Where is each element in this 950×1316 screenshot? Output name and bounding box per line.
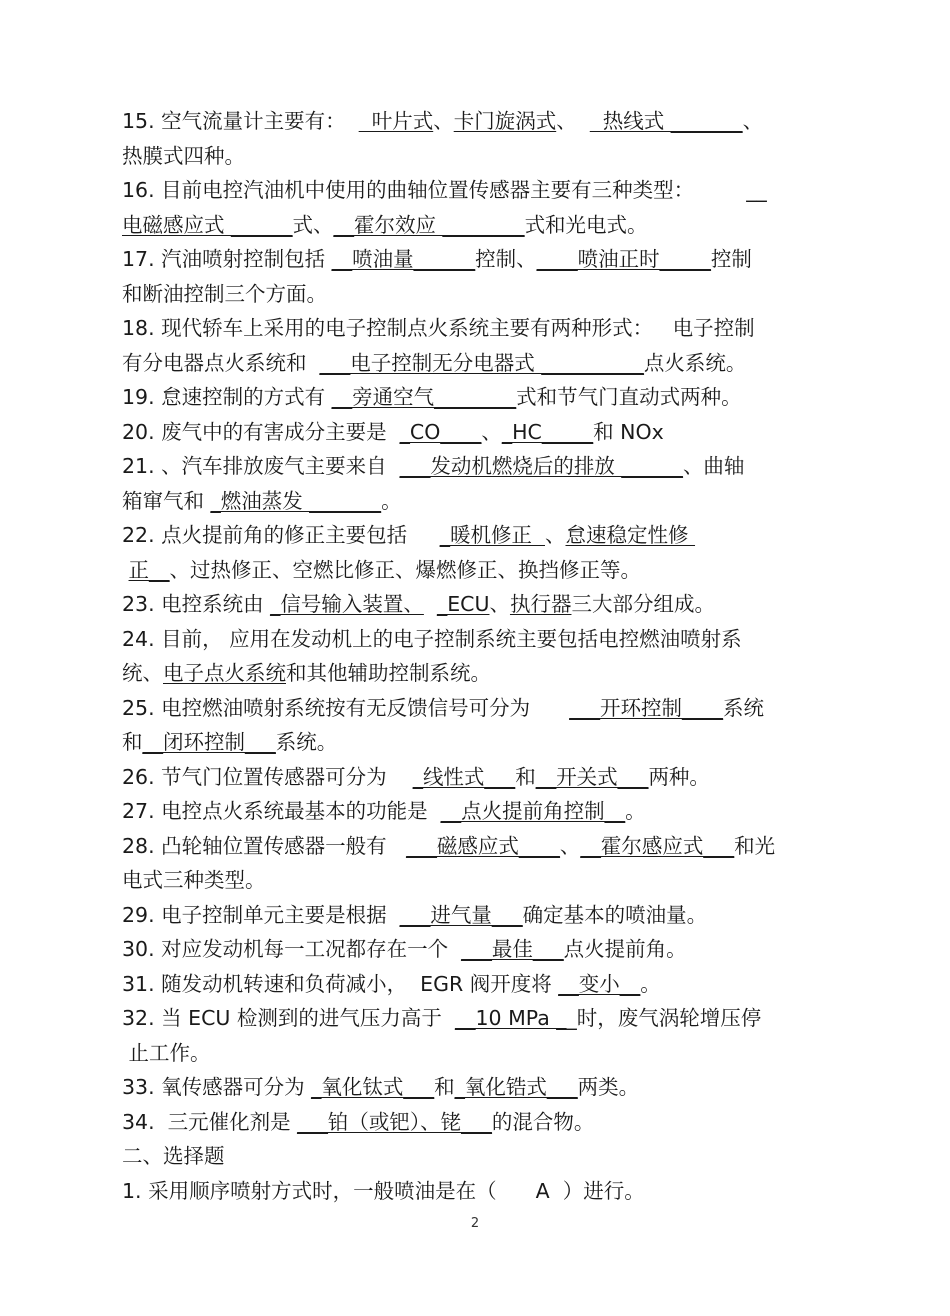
question-q16 <box>122 173 828 242</box>
question-text: 、 <box>559 833 581 858</box>
text-line <box>122 518 828 553</box>
question-text: 33. 氧传感器可分为 <box>122 1075 312 1099</box>
question-text: 15. 空气流量计主要有： <box>122 109 359 133</box>
text-line <box>122 622 828 657</box>
answer-blank: _燃油蒸发 _______ <box>210 488 382 513</box>
question-text: 、 <box>489 592 510 616</box>
question-q32 <box>122 1001 828 1070</box>
question-text: 二、选择题 <box>122 1144 225 1168</box>
answer-blank: ___发动机燃烧后的排放 ______ <box>399 454 683 478</box>
question-text: 24. 目前， 应用在发动机上的电子控制系统主要包括电控燃油喷射系 <box>122 626 742 651</box>
question-text: 。 <box>640 971 661 996</box>
answer-blank: 怠速稳定性修 <box>565 523 696 547</box>
answer-blank: ___开环控制____ <box>569 695 723 720</box>
text-line <box>122 1105 828 1140</box>
answer-blank: 电磁感应式 ______ <box>122 212 293 237</box>
page-number: 2 <box>470 1216 480 1231</box>
text-line <box>122 242 828 277</box>
question-text: 和断油控制三个方面。 <box>122 281 327 306</box>
text-line <box>122 587 828 622</box>
question-text: 控制 <box>710 247 752 271</box>
question-q27 <box>122 794 828 829</box>
question-text: 和 <box>122 730 143 754</box>
question-text: 、过热修正、空燃比修正、爆燃修正、换挡修正等。 <box>169 557 642 582</box>
question-text: 19. 怠速控制的方式有 <box>122 385 332 409</box>
question-text: 31. 随发动机转速和负荷减小， EGR 阀开度将 <box>122 971 559 996</box>
question-text: 21. 、汽车排放废气主要来自 <box>122 454 400 478</box>
question-text: 27. 电控点火系统最基本的功能是 <box>122 799 441 823</box>
question-text: 28. 凸轮轴位置传感器一般有 <box>122 833 407 858</box>
question-text: 两类。 <box>577 1075 640 1099</box>
question-q33 <box>122 1070 828 1105</box>
text-line <box>122 691 828 726</box>
question-text: 式和光电式。 <box>524 212 648 237</box>
text-line <box>122 415 828 450</box>
answer-blank: _线性式___ <box>412 764 516 789</box>
question-text: 和 <box>515 764 536 789</box>
question-sec2 <box>122 1139 828 1174</box>
question-q17 <box>122 242 828 311</box>
question-text: 系统。 <box>275 730 338 754</box>
text-line <box>122 1070 828 1105</box>
answer-blank: ___铂（或钯）、铑___ <box>297 1109 492 1134</box>
text-line <box>122 104 828 139</box>
answer-blank: __开关式___ <box>535 764 649 789</box>
text-line <box>122 1139 828 1174</box>
question-q21 <box>122 449 828 518</box>
answer-blank: ___最佳___ <box>461 937 564 961</box>
question-text: 统、 <box>122 661 163 685</box>
question-q23 <box>122 587 828 622</box>
question-text: 式、 <box>292 212 334 237</box>
text-line <box>122 1036 828 1071</box>
answer-blank: __喷油量______ <box>331 247 476 271</box>
answer-blank: 热线式 _______ <box>589 109 743 133</box>
question-q20 <box>122 415 828 450</box>
text-line <box>122 863 828 898</box>
question-text: 电式三种类型。 <box>122 868 266 892</box>
answer-blank: 执行器 <box>509 592 572 616</box>
answer-blank: ___磁感应式____ <box>406 833 560 858</box>
question-text: 18. 现代轿车上采用的电子控制点火系统主要有两种形式： 电子控制 <box>122 316 755 340</box>
text-line <box>122 277 828 312</box>
question-text: 、 <box>742 109 764 133</box>
question-text: 34. 三元催化剂是 <box>122 1109 298 1134</box>
question-list <box>122 104 828 1208</box>
answer-blank: __旁通空气________ <box>331 385 517 409</box>
answer-blank: 卡门旋涡式 <box>453 109 557 133</box>
question-text: 20. 废气中的有害成分主要是 <box>122 419 400 444</box>
question-text: 、 <box>433 109 454 133</box>
answer-blank: _ECU <box>436 592 490 616</box>
question-q30 <box>122 932 828 967</box>
question-text: 、曲轴 <box>682 454 745 478</box>
text-line <box>122 173 828 208</box>
question-text: 25. 电控燃油喷射系统按有无反馈信号可分为 <box>122 695 570 720</box>
text-line <box>122 1174 828 1209</box>
question-q24 <box>122 622 828 691</box>
question-text: 和 <box>434 1075 455 1099</box>
answer-blank: _氧化钛式___ <box>311 1075 435 1099</box>
question-text: 和 NOx <box>593 419 664 444</box>
question-q26 <box>122 760 828 795</box>
question-text: 和光 <box>734 833 776 858</box>
question-text: 17. 汽油喷射控制包括 <box>122 247 332 271</box>
question-text: 系统 <box>722 695 764 720</box>
question-text: 32. 当 ECU 检测到的进气压力高于 <box>122 1006 455 1030</box>
text-line <box>122 967 828 1002</box>
answer-blank: ___电子控制无分电器式 __________ <box>319 350 644 375</box>
text-line <box>122 725 828 760</box>
question-text: 。 <box>381 488 402 513</box>
question-text: 两种。 <box>648 764 710 789</box>
text-line <box>122 760 828 795</box>
question-text: 、 <box>545 523 566 547</box>
question-text: 点火系统。 <box>643 350 747 375</box>
answer-blank: _暖机修正 <box>439 523 545 547</box>
question-text: 止工作。 <box>122 1040 211 1065</box>
text-line <box>122 829 828 864</box>
text-line <box>122 553 828 588</box>
question-q34 <box>122 1105 828 1140</box>
question-q31 <box>122 967 828 1002</box>
answer-blank: _信号输入装置、 <box>270 592 424 616</box>
text-line <box>122 311 828 346</box>
question-text: 26. 节气门位置传感器可分为 <box>122 764 413 789</box>
answer-blank: _氧化锆式___ <box>454 1075 578 1099</box>
question-text: 三大部分组成。 <box>571 592 715 616</box>
text-line <box>122 139 828 174</box>
question-text: 箱窜气和 <box>122 488 211 513</box>
answer-blank: __变小__ <box>558 971 641 996</box>
text-line <box>122 1001 828 1036</box>
answer-blank: 电子点火系统 <box>163 661 286 685</box>
text-line <box>122 208 828 243</box>
question-q18 <box>122 311 828 380</box>
answer-blank: ___进气量___ <box>399 902 523 927</box>
answer-blank: __10 MPa _ <box>454 1006 567 1030</box>
question-text: 1. 采用顺序喷射方式时，一般喷油是在（ A ）进行。 <box>122 1178 645 1203</box>
question-q25 <box>122 691 828 760</box>
text-line <box>122 346 828 381</box>
question-mc1 <box>122 1174 828 1209</box>
answer-blank: ____喷油正时_____ <box>536 247 711 271</box>
question-q22 <box>122 518 828 587</box>
text-line <box>122 794 828 829</box>
question-text: 的混合物。 <box>491 1109 595 1134</box>
question-text: 和其他辅助控制系统。 <box>286 661 491 685</box>
answer-blank: 正__ <box>128 557 170 582</box>
text-line <box>122 656 828 691</box>
question-text: 确定基本的喷油量。 <box>522 902 708 927</box>
question-text: 29. 电子控制单元主要是根据 <box>122 902 400 927</box>
question-text <box>424 592 437 616</box>
question-q28 <box>122 829 828 898</box>
question-text: 热膜式四种。 <box>122 143 245 168</box>
question-text: _时，废气涡轮增压停 <box>566 1006 762 1030</box>
question-q19 <box>122 380 828 415</box>
question-text: 点火提前角。 <box>563 937 687 961</box>
text-line <box>122 898 828 933</box>
question-q15 <box>122 104 828 173</box>
question-text: 。 <box>625 799 646 823</box>
question-text: 、 <box>481 419 502 444</box>
question-text: 22. 点火提前角的修正主要包括 <box>122 523 440 547</box>
question-text: 有分电器点火系统和 <box>122 350 320 375</box>
question-text: 30. 对应发动机每一工况都存在一个 <box>122 937 462 961</box>
answer-blank: __点火提前角控制__ <box>440 799 626 823</box>
answer-blank: _CO____ <box>399 419 482 444</box>
question-text: 控制、 <box>475 247 537 271</box>
text-line <box>122 449 828 484</box>
question-q29 <box>122 898 828 933</box>
question-text: 16. 目前电控汽油机中使用的曲轴位置传感器主要有三种类型： __ <box>122 178 767 202</box>
question-text: 23. 电控系统由 <box>122 592 271 616</box>
answer-blank: __霍尔效应 ________ <box>333 212 525 237</box>
answer-blank: __霍尔感应式___ <box>580 833 735 858</box>
text-line <box>122 484 828 519</box>
answer-blank: __闭环控制___ <box>142 730 276 754</box>
answer-blank: _HC_____ <box>501 419 594 444</box>
answer-blank: 叶片式 <box>358 109 434 133</box>
text-line <box>122 380 828 415</box>
question-text: 、 <box>556 109 590 133</box>
text-line <box>122 932 828 967</box>
question-text: 式和节气门直动式两种。 <box>516 385 742 409</box>
